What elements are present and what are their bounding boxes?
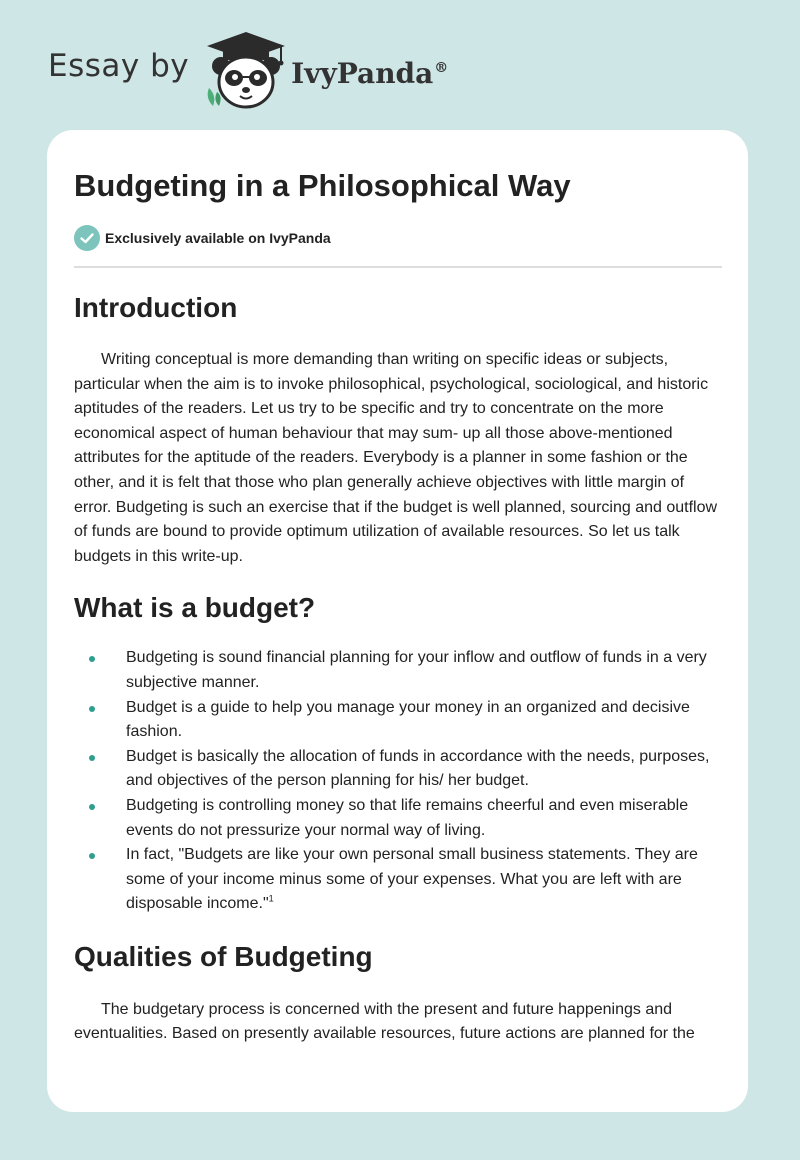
badge-text: Exclusively available on IvyPanda [105, 230, 331, 246]
brand-name: IvyPanda® [291, 56, 449, 90]
list-item: Budgeting is sound financial planning for your inflow and outflow of funds in a very subjective manner. [126, 646, 722, 695]
paragraph-qualities: The budgetary process is concerned with the present and future happenings and eventualities. Based on presently available resources, future actions are planned for the [74, 1000, 695, 1043]
list-item: Budget is a guide to help you manage your money in an organized and decisive fashion. [126, 696, 722, 745]
brand-header[interactable] [48, 30, 448, 110]
brand-prefix: Essay by [48, 48, 190, 84]
panda-graduate-icon [203, 30, 289, 110]
section-heading-introduction: Introduction [74, 292, 238, 323]
bullet-icon [89, 853, 95, 859]
list-item: Budget is basically the allocation of funds in accordance with the needs, purposes, and objectives of the person planning for his/ her budget. [126, 745, 722, 794]
essay-card [47, 130, 748, 1112]
divider [74, 266, 722, 268]
bullet-icon [89, 656, 95, 662]
paragraph-introduction: Writing conceptual is more demanding than writing on specific ideas or subjects, particular when the aim is to invoke philosophical, psychological, sociological, and historic aptitudes of the readers. Let us try to be specific and try to concentrate on the more economical aspect of human behaviour that may sum- up all those above-mentioned attributes for the aptitude of the readers. Everybody is a planner in some fashion or the other, and it is felt that those who plan generally achieve objectives with little margin of error. Budgeting is such an exercise that if the budget is well planned, sourcing and outflow of funds are bound to provide optimum utilization of available resources. So let us talk budgets in this write-up. [74, 351, 718, 565]
section-heading-what-is-a-budget: What is a budget? [74, 592, 316, 624]
bullet-icon [89, 706, 95, 712]
page-title: Budgeting in a Philosophical Way [74, 168, 571, 203]
list-item: Budgeting is controlling money so that life remains cheerful and even miserable events do not pressurize your normal way of living. [126, 794, 722, 843]
exclusive-badge [74, 224, 722, 252]
bullet-icon [89, 755, 95, 761]
budget-list [74, 646, 722, 917]
section-heading-qualities-of-budgeting: Qualities of Budgeting [74, 940, 373, 972]
list-item: In fact, "Budgets are like your own personal small business statements. They are some of your income minus some of your expenses. What you are left with are disposable income."$^1$ [126, 843, 722, 917]
checkmark-icon [74, 225, 100, 251]
footnote-link[interactable]: 1 [268, 893, 274, 904]
bullet-icon [89, 804, 95, 810]
